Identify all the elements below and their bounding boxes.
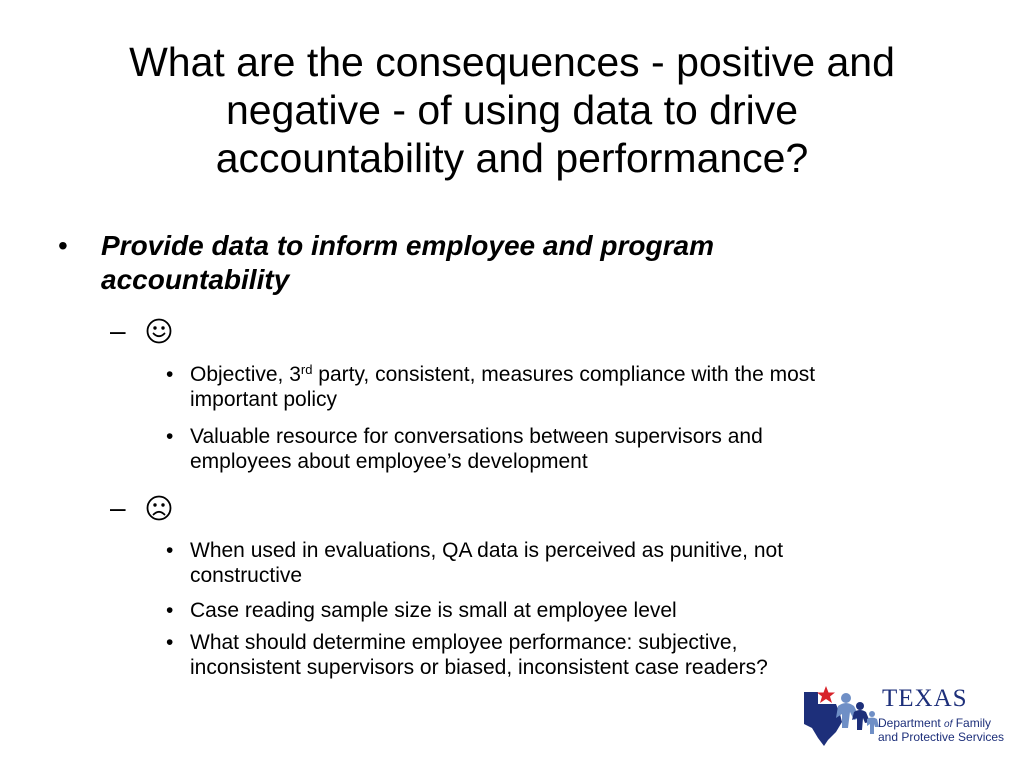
main-bullet-line-2: accountability	[101, 264, 290, 295]
title-line-1: What are the consequences - positive and	[129, 39, 895, 85]
logo-text-part: of	[944, 719, 953, 730]
negative-dash: –	[110, 492, 126, 523]
point-line-2: employees about employee’s development	[190, 450, 588, 473]
title-line-3: accountability and performance?	[215, 135, 809, 181]
point-marker: •	[166, 539, 174, 562]
point-line-1: Valuable resource for conversations between supervisors and	[190, 425, 763, 448]
texas-dfps-logo	[802, 684, 1005, 746]
superscript: rd	[300, 362, 313, 377]
point-line-1: What should determine employee performance: subjective,	[190, 631, 738, 654]
point-marker: •	[166, 631, 174, 654]
point-text	[190, 424, 970, 474]
frowny-face-icon	[146, 495, 172, 521]
positive-dash: –	[110, 315, 126, 346]
point-line-2: important policy	[190, 388, 338, 411]
point-line-2: constructive	[190, 564, 303, 587]
logo-text-part: Department	[878, 716, 945, 730]
point-line-2: inconsistent supervisors or biased, inconsistent case readers?	[190, 656, 768, 679]
point-text	[190, 538, 970, 588]
point-marker: •	[166, 425, 174, 448]
logo-services-line: and Protective Services	[878, 730, 1005, 744]
main-bullet-line-1: Provide data to inform employee and program	[101, 230, 715, 261]
smiley-face-icon	[146, 318, 172, 344]
point-text	[190, 362, 970, 412]
point-text-part: party, consistent, measures compliance with the most	[312, 363, 816, 386]
point-marker: •	[166, 363, 174, 386]
point-text	[190, 630, 970, 680]
slide-title	[40, 38, 984, 182]
point-marker: •	[166, 599, 174, 622]
point-text	[190, 598, 970, 623]
point-line-1	[190, 362, 970, 387]
bullet-marker: •	[58, 230, 68, 261]
logo-texas-word: TEXAS	[882, 685, 968, 712]
point-line-1: When used in evaluations, QA data is perceived as punitive, not	[190, 539, 784, 562]
main-bullet-text	[101, 229, 881, 297]
title-line-2: negative - of using data to drive	[225, 87, 799, 133]
point-text-part: Objective, 3	[190, 363, 301, 386]
texas-logo-figures-icon	[802, 684, 882, 746]
logo-text-part: Family	[952, 716, 992, 730]
point-line-1: Case reading sample size is small at employee level	[190, 599, 677, 622]
